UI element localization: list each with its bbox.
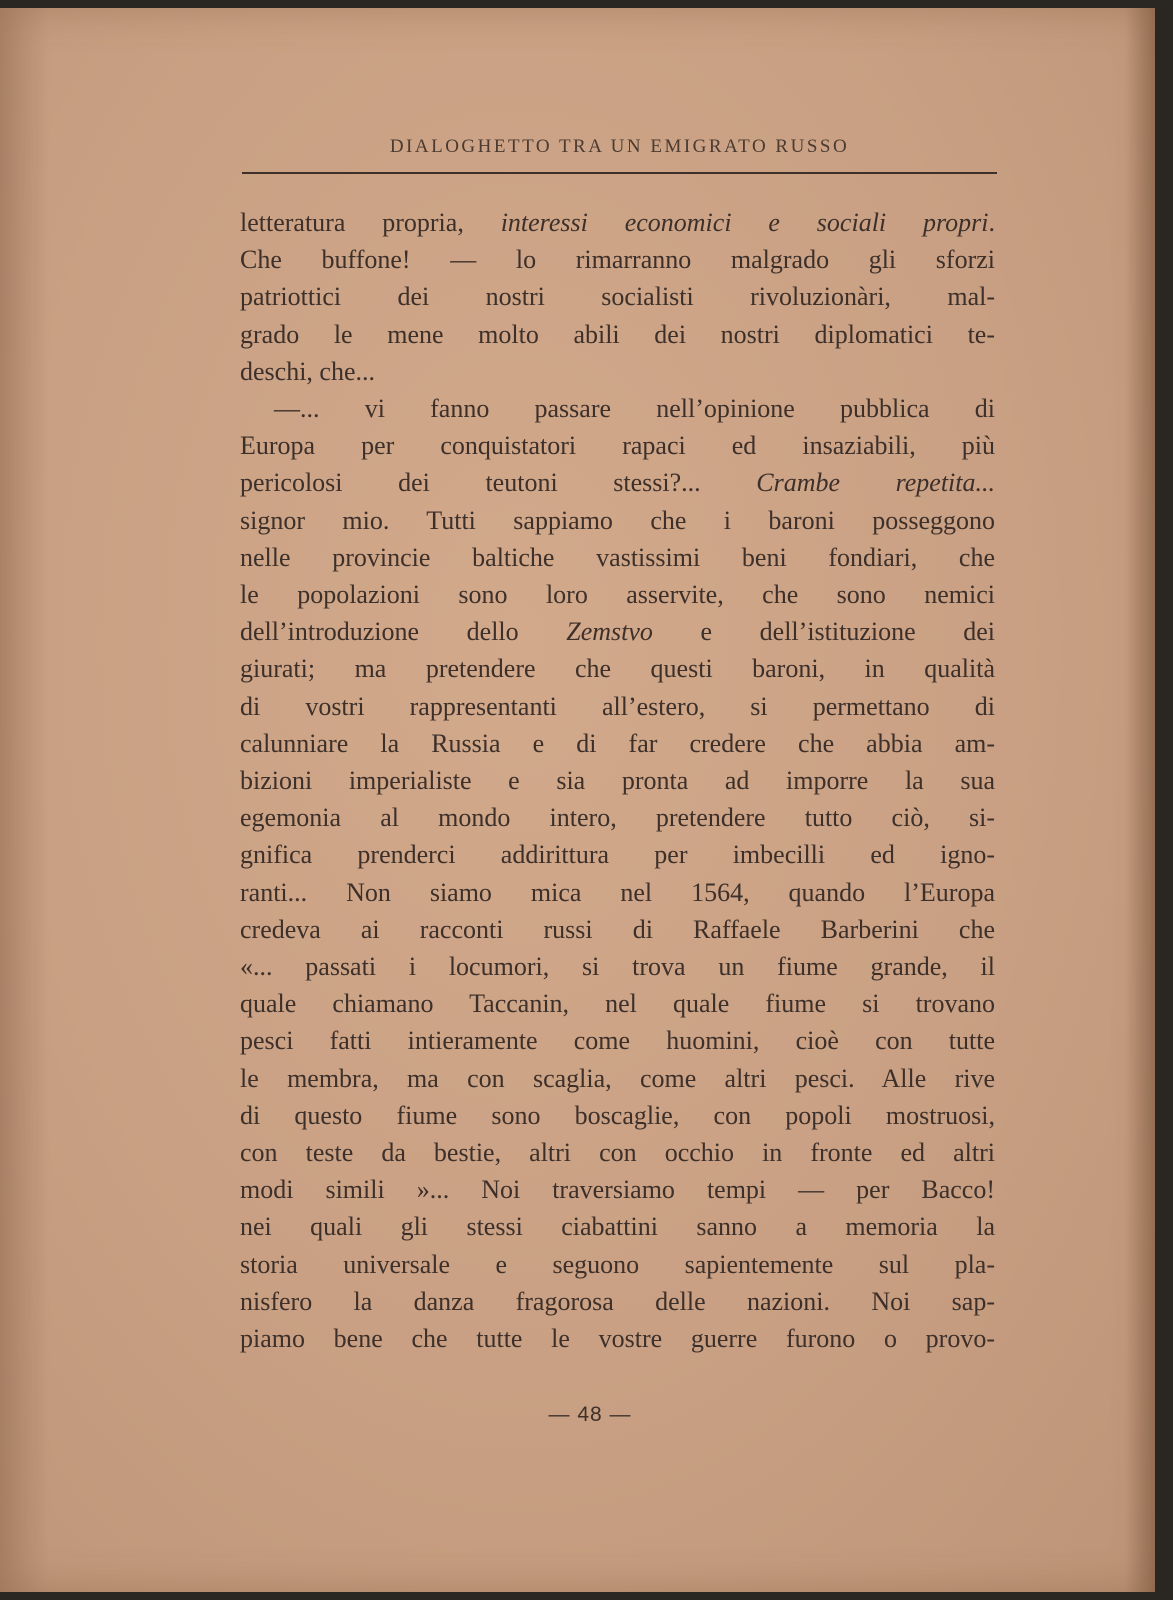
text-line — [240, 1320, 995, 1357]
text-line — [240, 427, 995, 464]
text-segment: bizioni imperialiste e sia pronta ad imporre la sua — [240, 766, 995, 796]
text-line — [240, 1208, 995, 1245]
text-segment: Europa per conquistatori rapaci ed insaziabili, più — [240, 431, 995, 461]
text-line — [240, 353, 995, 390]
text-segment: egemonia al mondo intero, pretendere tutto ciò, si- — [240, 803, 995, 833]
text-line — [240, 316, 995, 353]
text-line — [240, 948, 995, 985]
text-segment: nei quali gli stessi ciabattini sanno a memoria la — [240, 1212, 995, 1242]
text-segment: nelle provincie baltiche vastissimi beni fondiari, che — [240, 542, 995, 572]
text-segment: . — [988, 208, 995, 237]
text-segment: —... vi fanno passare nell’opinione pubblica di — [274, 394, 995, 424]
text-line — [240, 985, 995, 1022]
text-line — [240, 539, 995, 576]
text-line — [240, 762, 995, 799]
running-header: DIALOGHETTO TRA UN EMIGRATO RUSSO — [389, 136, 850, 157]
header-rule — [242, 172, 997, 174]
text-segment: patriottici dei nostri socialisti rivoluzionàri, mal- — [240, 282, 995, 312]
text-segment: pesci fatti intieramente come huomini, cioè con tutte — [240, 1026, 995, 1056]
text-segment: gnifica prenderci addirittura per imbecilli ed igno- — [240, 840, 995, 870]
text-segment: modi simili »... Noi traversiamo tempi — per Bacco! — [240, 1175, 995, 1205]
text-segment: ranti... Non siamo mica nel 1564, quando l’Europa — [240, 877, 995, 907]
text-segment: con teste da bestie, altri con occhio in fronte ed altri — [240, 1138, 995, 1168]
text-segment: giurati; ma pretendere che questi baroni, in qualità — [240, 654, 995, 684]
text-segment: letteratura propria, — [240, 208, 501, 237]
text-segment: Che buffone! — lo rimarranno malgrado gli sforzi — [240, 245, 995, 275]
text-line — [240, 464, 995, 501]
text-segment: pericolosi dei teutoni stessi?... — [240, 468, 757, 498]
text-segment: dell’introduzione dello — [240, 617, 567, 647]
text-segment: calunniare la Russia e di far credere che abbia am- — [240, 728, 995, 758]
italic-text: interessi economici e sociali propri — [500, 208, 989, 237]
italic-text: Zemstvo — [566, 617, 653, 647]
text-segment: di questo fiume sono boscaglie, con popoli mostruosi, — [240, 1100, 995, 1130]
text-segment: signor mio. Tutti sappiamo che i baroni posseggono — [240, 505, 995, 535]
text-segment: deschi, che... — [240, 356, 376, 386]
italic-text: Crambe repetita... — [756, 468, 995, 498]
text-line — [240, 799, 995, 836]
text-line — [240, 1134, 995, 1171]
text-line — [240, 1246, 995, 1283]
text-segment: piamo bene che tutte le vostre guerre furono o provo- — [240, 1324, 995, 1354]
text-segment: nisfero la danza fragorosa delle nazioni. Noi sap- — [240, 1286, 995, 1316]
text-line — [240, 1171, 995, 1208]
text-line — [240, 1022, 995, 1059]
text-line — [240, 911, 995, 948]
text-line — [240, 613, 995, 650]
text-line — [240, 278, 995, 315]
text-segment: credeva ai racconti russi di Raffaele Barberini che — [240, 914, 995, 944]
text-segment: e dell’istituzione dei — [652, 617, 995, 647]
book-page — [0, 8, 1155, 1592]
text-segment: di vostri rappresentanti all’estero, si permettano di — [240, 691, 995, 721]
text-segment: le membra, ma con scaglia, come altri pesci. Alle rive — [240, 1063, 995, 1093]
text-line — [240, 650, 995, 687]
text-segment: grado le mene molto abili dei nostri diplomatici te- — [240, 319, 995, 349]
text-line — [240, 874, 995, 911]
text-line — [240, 576, 995, 613]
text-segment: storia universale e seguono sapientemente sul pla- — [240, 1249, 995, 1279]
text-segment: le popolazioni sono loro asservite, che sono nemici — [240, 580, 995, 610]
text-line — [240, 688, 995, 725]
text-line — [240, 836, 995, 873]
text-line — [240, 390, 995, 427]
text-line — [240, 725, 995, 762]
text-line — [240, 241, 995, 278]
text-line — [240, 502, 995, 539]
text-segment: quale chiamano Taccanin, nel quale fiume si trovano — [240, 989, 995, 1019]
page-number: — 48 — — [548, 1403, 632, 1426]
body-text — [240, 204, 995, 1357]
text-line — [240, 1283, 995, 1320]
text-line — [240, 204, 995, 241]
text-segment: «... passati i locumori, si trova un fiume grande, il — [240, 952, 995, 982]
text-line — [240, 1097, 995, 1134]
text-line — [240, 1060, 995, 1097]
